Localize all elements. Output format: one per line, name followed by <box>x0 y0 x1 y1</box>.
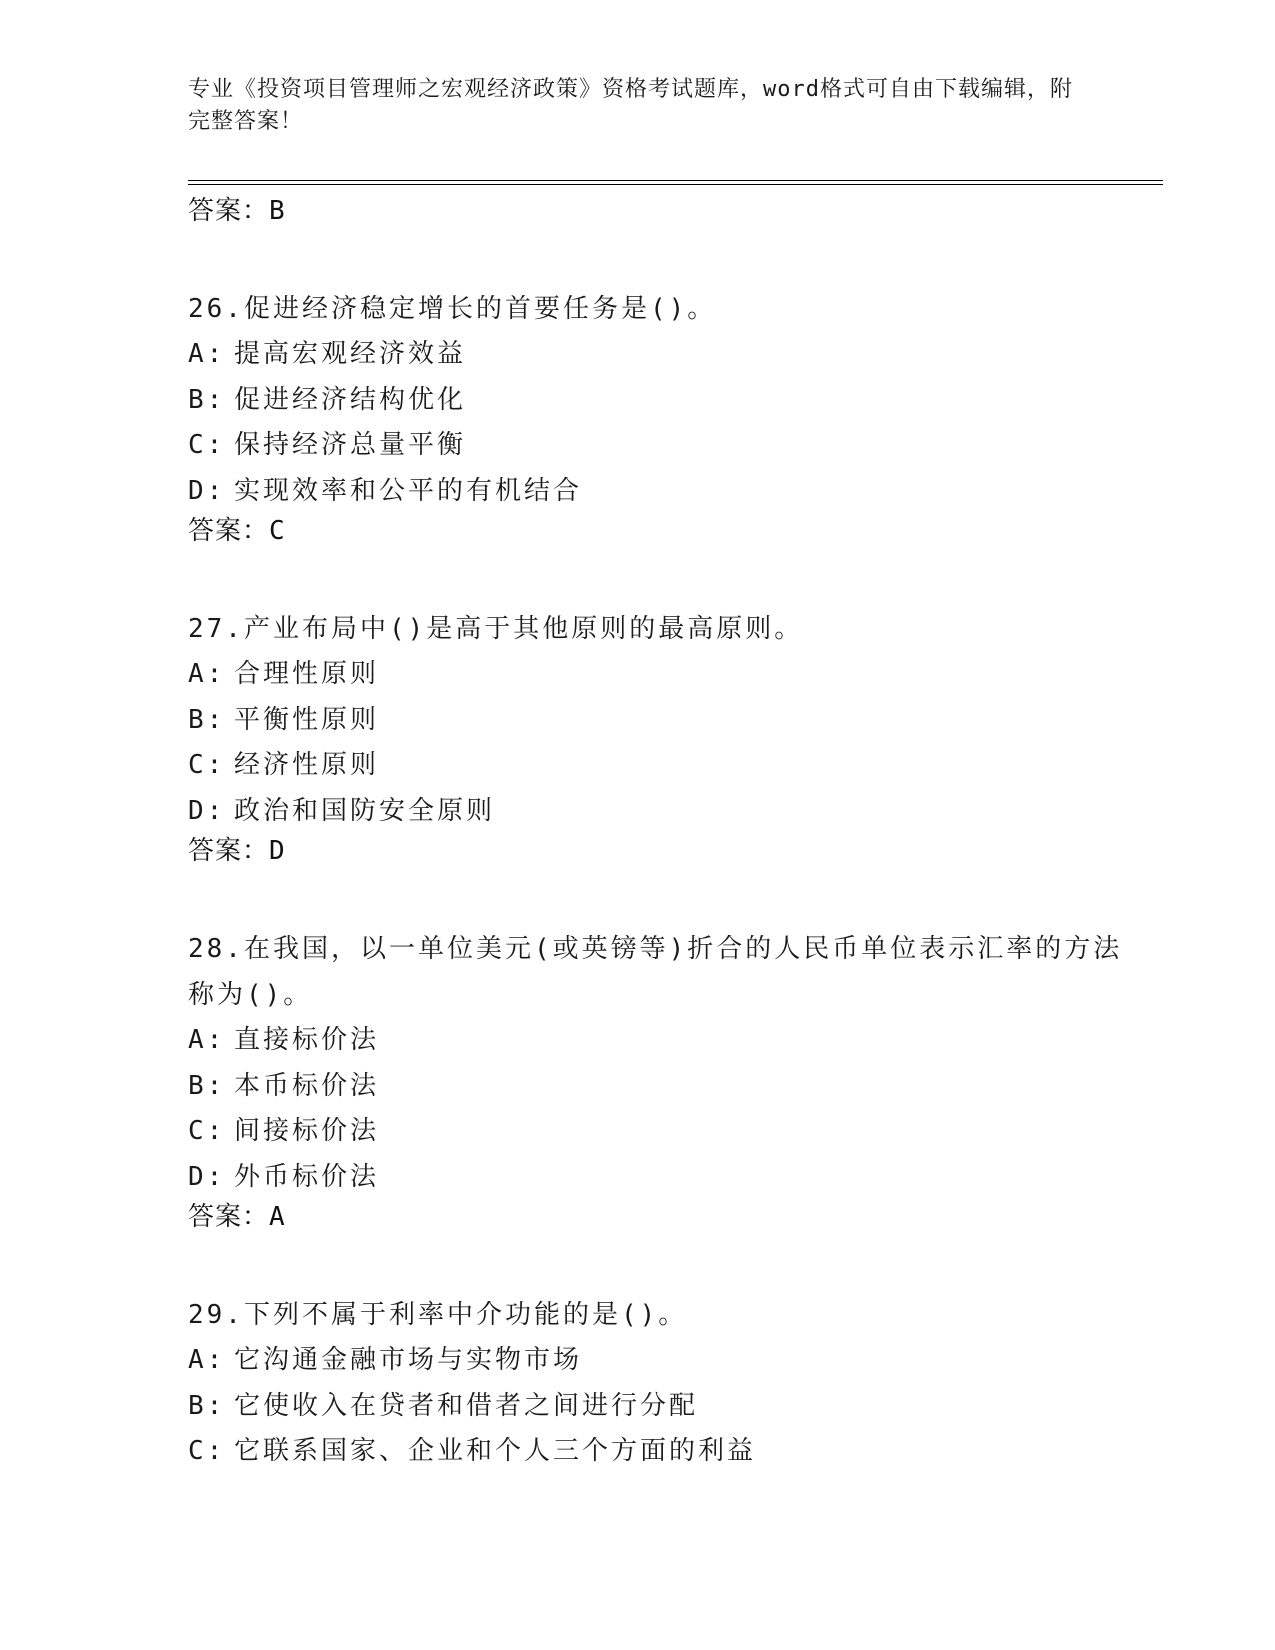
option-text: 间接标价法 <box>234 1116 380 1146</box>
option-text: 促进经济结构优化 <box>234 384 467 415</box>
option-a <box>188 1338 1148 1384</box>
option-c <box>188 423 1148 469</box>
option-text: 它沟通金融市场与实物市场 <box>234 1345 583 1375</box>
option-d <box>188 789 1148 835</box>
question-26 <box>188 286 1148 548</box>
option-key: A: <box>188 1345 226 1375</box>
option-b <box>188 1064 1148 1110</box>
option-key: C: <box>188 1436 226 1466</box>
option-a <box>188 332 1148 378</box>
option-text: 政治和国防安全原则 <box>234 795 496 826</box>
option-key: D: <box>188 1161 226 1192</box>
option-key: B: <box>188 704 226 735</box>
document-body <box>188 194 1148 1475</box>
option-key: C: <box>188 430 226 460</box>
option-key: A: <box>188 1025 226 1055</box>
question-text: 28.在我国，以一单位美元(或英镑等)折合的人民币单位表示汇率的方法称为()。 <box>188 934 1123 1010</box>
option-text: 经济性原则 <box>234 750 380 780</box>
option-text: 合理性原则 <box>234 659 380 689</box>
question-text: 26.促进经济稳定增长的首要任务是()。 <box>188 294 717 324</box>
option-c <box>188 1429 1148 1475</box>
option-key: B: <box>188 384 226 415</box>
header-divider <box>188 180 1163 185</box>
option-a <box>188 652 1148 698</box>
option-c <box>188 743 1148 789</box>
answer-line: 答案：B <box>188 196 286 226</box>
option-text: 本币标价法 <box>234 1070 380 1101</box>
option-b <box>188 698 1148 744</box>
question-27 <box>188 606 1148 868</box>
question-text: 29.下列不属于利率中介功能的是()。 <box>188 1300 688 1330</box>
option-key: C: <box>188 750 226 780</box>
question-text: 27.产业布局中()是高于其他原则的最高原则。 <box>188 614 804 644</box>
option-key: A: <box>188 659 226 689</box>
option-text: 保持经济总量平衡 <box>234 430 467 460</box>
option-b <box>188 378 1148 424</box>
option-key: D: <box>188 795 226 826</box>
option-text: 它使收入在贷者和借者之间进行分配 <box>234 1390 699 1421</box>
question-28 <box>188 926 1148 1234</box>
option-key: D: <box>188 475 226 506</box>
option-text: 它联系国家、企业和个人三个方面的利益 <box>234 1436 757 1466</box>
option-text: 直接标价法 <box>234 1025 380 1055</box>
document-header: 专业《投资项目管理师之宏观经济政策》资格考试题库，word格式可自由下载编辑，附完整答案！ <box>188 77 1073 134</box>
option-text: 提高宏观经济效益 <box>234 339 467 369</box>
option-c <box>188 1109 1148 1155</box>
answer-line: 答案：A <box>188 1202 286 1232</box>
option-text: 实现效率和公平的有机结合 <box>234 475 583 506</box>
option-b <box>188 1384 1148 1430</box>
option-key: A: <box>188 339 226 369</box>
answer-line: 答案：C <box>188 516 286 546</box>
option-key: B: <box>188 1390 226 1421</box>
option-d <box>188 469 1148 515</box>
option-d <box>188 1155 1148 1201</box>
option-key: C: <box>188 1116 226 1146</box>
option-a <box>188 1018 1148 1064</box>
option-text: 平衡性原则 <box>234 704 380 735</box>
question-29 <box>188 1292 1148 1475</box>
answer-line: 答案：D <box>188 836 286 866</box>
option-key: B: <box>188 1070 226 1101</box>
option-text: 外币标价法 <box>234 1161 380 1192</box>
